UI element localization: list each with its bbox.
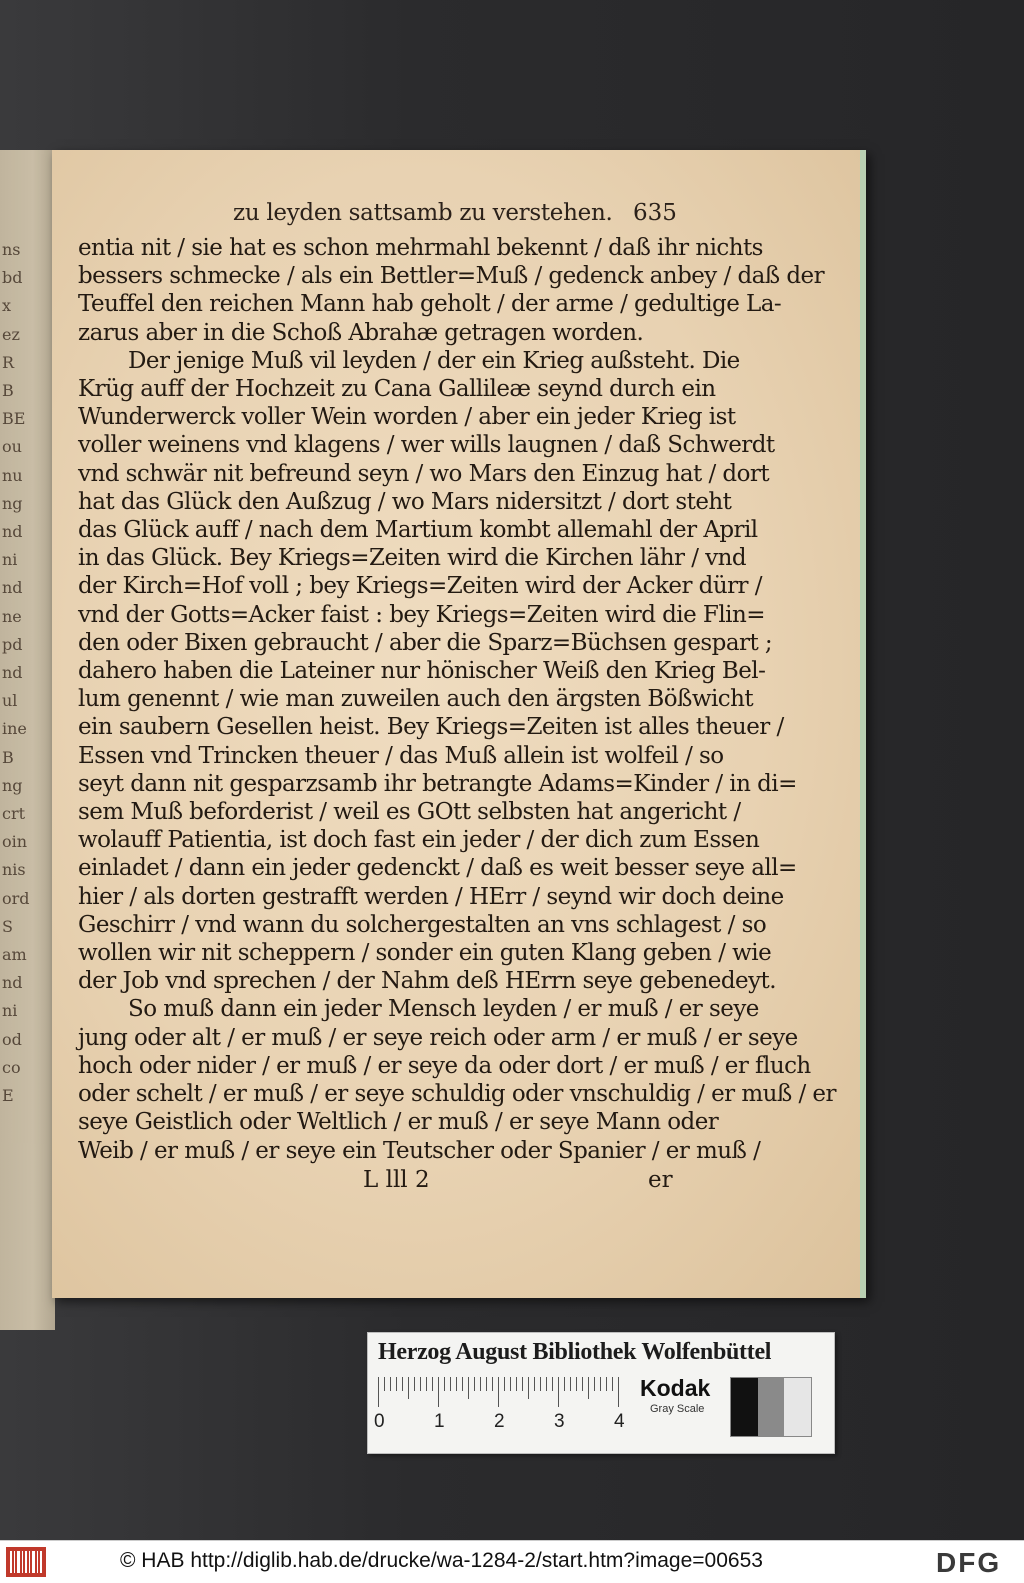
text-line: den oder Bixen gebraucht / aber die Sparz=Büchsen gespart ; — [78, 629, 773, 656]
ruler-tick — [420, 1377, 421, 1391]
kodak-logo: Kodak — [640, 1375, 711, 1401]
left-page-fragment: E — [2, 1086, 14, 1105]
gray-swatch — [758, 1378, 785, 1436]
ruler-tick — [594, 1377, 595, 1391]
text-line: jung oder alt / er muß / er seye reich oder arm / er muß / er seye — [78, 1024, 798, 1051]
text-line: oder schelt / er muß / er seye schuldig oder vnschuldig / er muß / er — [78, 1081, 836, 1108]
left-page-fragment: B — [2, 747, 14, 767]
text-line: Essen vnd Trincken theuer / das Muß allein ist wolfeil / so — [78, 742, 724, 769]
left-page-fragment: od — [2, 1029, 22, 1049]
ruler-tick — [378, 1377, 379, 1407]
scale-ruler — [374, 1377, 625, 1432]
ruler-tick — [618, 1377, 619, 1407]
text-line: Geschirr / vnd wann du solchergestalten an vns schlagest / so — [78, 911, 767, 938]
text-line: lum genennt / wie man zuweilen auch den ärgsten Bößwicht — [78, 686, 754, 713]
running-head-title: zu leyden sattsamb zu verstehen. — [233, 200, 613, 226]
text-line: seyt dann nit gesparzsamb ihr betrangte Adams=Kinder / in di= — [78, 770, 797, 797]
ruler-number: 0 — [374, 1411, 385, 1432]
ruler-tick — [408, 1377, 409, 1399]
ruler-tick — [522, 1377, 523, 1391]
left-page-edge — [0, 150, 55, 1330]
left-page-fragment: S — [2, 916, 13, 936]
text-line: Wunderwerck voller Wein worden / aber ein jeder Krieg ist — [78, 404, 736, 431]
ruler-tick — [492, 1377, 493, 1391]
gray-swatches — [730, 1377, 812, 1437]
ruler-tick — [468, 1377, 469, 1399]
ruler-tick — [450, 1377, 451, 1391]
ruler-tick — [558, 1377, 559, 1407]
ruler-tick — [552, 1377, 553, 1391]
ruler-tick — [396, 1377, 397, 1391]
ruler-tick — [606, 1377, 607, 1391]
ruler-tick — [384, 1377, 385, 1391]
text-line: seye Geistlich oder Weltlich / er muß / er seye Mann oder — [78, 1109, 719, 1136]
text-line: hat das Glück den Außzug / wo Mars nidersitzt / dort steht — [78, 488, 732, 515]
text-line: Der jenige Muß vil leyden / der ein Krieg außsteht. Die — [128, 347, 740, 374]
card-title: Herzog August Bibliothek Wolfenbüttel — [378, 1339, 772, 1365]
ruler-tick — [402, 1377, 403, 1391]
catchword: er — [648, 1166, 673, 1193]
text-line: dahero haben die Lateiner nur hönischer Weiß den Krieg Bel- — [78, 658, 766, 685]
text-line: der Job vnd sprechen / der Nahm deß HErrn seye gebenedeyt. — [78, 968, 776, 995]
text-line: in das Glück. Bey Kriegs=Zeiten wird die Kirchen lähr / vnd — [78, 545, 747, 572]
page-number: 635 — [633, 200, 677, 226]
text-line: Weib / er muß / er seye ein Teutscher oder Spanier / er muß / — [78, 1137, 761, 1164]
text-lines — [78, 234, 836, 1165]
left-page-fragment: x — [2, 296, 12, 316]
ruler-tick — [498, 1377, 499, 1407]
ruler-tick — [588, 1377, 589, 1399]
gray-swatch — [731, 1378, 758, 1436]
ruler-tick — [516, 1377, 517, 1391]
left-page-fragment: co — [2, 1057, 21, 1077]
ruler-tick — [474, 1377, 475, 1391]
left-page-fragment: ine — [2, 719, 27, 739]
ruler-tick — [414, 1377, 415, 1391]
left-page-fragment: ns — [2, 240, 21, 259]
left-page-fragment: ni — [2, 1001, 18, 1021]
left-page-fragment: ng — [2, 493, 23, 513]
text-line: wolauff Patientia, ist doch fast ein jeder / der dich zum Essen — [78, 827, 760, 854]
ruler-number: 4 — [614, 1411, 625, 1432]
dfg-logo: DFG — [936, 1547, 1002, 1578]
color-card — [367, 1332, 835, 1454]
book-page — [52, 150, 866, 1298]
left-page-fragment: oin — [2, 832, 28, 852]
left-page-fragment: ord — [2, 888, 30, 908]
left-page-fragment: crt — [2, 804, 26, 823]
left-page-fragment: ez — [2, 324, 20, 344]
ruler-tick — [462, 1377, 463, 1391]
text-line: Krüg auff der Hochzeit zu Cana Gallileæ seynd durch ein — [78, 376, 716, 403]
ruler-number: 1 — [434, 1411, 445, 1432]
left-page-fragment: nd — [2, 663, 23, 682]
text-line: ein saubern Gesellen heist. Bey Kriegs=Zeiten ist alles theuer / — [78, 714, 784, 741]
left-page-fragment: R — [2, 352, 15, 372]
left-page-fragment: ul — [2, 691, 18, 711]
left-page-fragment: nd — [2, 973, 23, 993]
ruler-tick — [582, 1377, 583, 1391]
gray-scale-label: Gray Scale — [650, 1403, 705, 1415]
ruler-tick — [600, 1377, 601, 1391]
ruler-tick — [486, 1377, 487, 1391]
text-line: voller weinens vnd klagens / wer wills laugnen / daß Schwerdt — [78, 432, 775, 459]
copyright-link[interactable]: © HAB http://diglib.hab.de/drucke/wa-1284-2/start.htm?image=00653 — [120, 1549, 763, 1572]
ruler-tick — [546, 1377, 547, 1391]
page-text-block — [78, 200, 836, 1201]
left-page-fragment: nu — [2, 465, 23, 485]
ruler-tick — [540, 1377, 541, 1391]
ruler-tick — [576, 1377, 577, 1391]
ruler-tick — [444, 1377, 445, 1391]
ruler-tick — [564, 1377, 565, 1391]
text-line: zarus aber in die Schoß Abrahæ getragen worden. — [78, 319, 644, 346]
text-line: bessers schmecke / als ein Bettler=Muß / gedenck anbey / daß der — [78, 263, 825, 290]
ruler-tick — [528, 1377, 529, 1399]
text-line: das Glück auff / nach dem Martium kombt allemahl der April — [78, 517, 758, 544]
ruler-number: 3 — [554, 1411, 565, 1432]
ruler-tick — [504, 1377, 505, 1391]
ruler-number: 2 — [494, 1411, 505, 1432]
ruler-tick — [390, 1377, 391, 1391]
ruler-tick — [456, 1377, 457, 1391]
text-line: entia nit / sie hat es schon mehrmahl bekennt / daß ihr nichts — [78, 235, 763, 261]
text-line: einladet / dann ein jeder gedenckt / daß es weit besser seye all= — [78, 855, 797, 882]
left-page-fragment: pd — [2, 634, 23, 654]
text-line: hoch oder nider / er muß / er seye da oder dort / er muß / er fluch — [78, 1052, 811, 1079]
text-line: sem Muß beforderist / weil es GOtt selbsten hat angericht / — [78, 799, 741, 826]
left-page-fragment: ng — [2, 775, 23, 795]
ruler-tick — [432, 1377, 433, 1391]
left-page-fragment: bd — [2, 268, 23, 288]
left-page-fragment: nd — [2, 522, 23, 541]
ruler-tick — [534, 1377, 535, 1391]
left-page-fragment: ne — [2, 606, 22, 626]
barcode-icon — [6, 1547, 46, 1577]
ruler-tick — [426, 1377, 427, 1391]
ruler-tick — [438, 1377, 439, 1407]
text-line: vnd der Gotts=Acker faist : bey Kriegs=Zeiten wird die Flin= — [78, 601, 765, 628]
left-page-fragment: am — [2, 945, 27, 964]
left-page-fragment: ou — [2, 437, 22, 457]
left-page-fragment: BE — [2, 409, 26, 429]
text-line: wollen wir nit scheppern / sonder ein guten Klang geben / wie — [78, 940, 772, 967]
page-footer — [78, 1167, 703, 1201]
ruler-tick — [480, 1377, 481, 1391]
ruler-tick — [510, 1377, 511, 1391]
left-page-fragment: ni — [2, 550, 18, 570]
text-line: vnd schwär nit befreund seyn / wo Mars den Einzug hat / dort — [78, 460, 770, 487]
footer-bar — [0, 1540, 1024, 1583]
ruler-tick — [570, 1377, 571, 1391]
signature-mark: L lll 2 — [363, 1166, 430, 1193]
left-page-fragment: nis — [2, 860, 26, 880]
text-line: der Kirch=Hof voll ; bey Kriegs=Zeiten wird der Acker dürr / — [78, 573, 762, 600]
text-line: So muß dann ein jeder Mensch leyden / er muß / er seye — [128, 996, 759, 1023]
left-page-fragment: nd — [2, 578, 23, 598]
gray-swatch — [784, 1378, 811, 1436]
ruler-tick — [612, 1377, 613, 1391]
left-page-fragment: B — [2, 381, 14, 400]
running-head — [78, 200, 703, 234]
text-line: Teuffel den reichen Mann hab geholt / der arme / gedultige La- — [78, 291, 782, 318]
text-line: hier / als dorten gestrafft werden / HErr / seynd wir doch deine — [78, 883, 784, 910]
